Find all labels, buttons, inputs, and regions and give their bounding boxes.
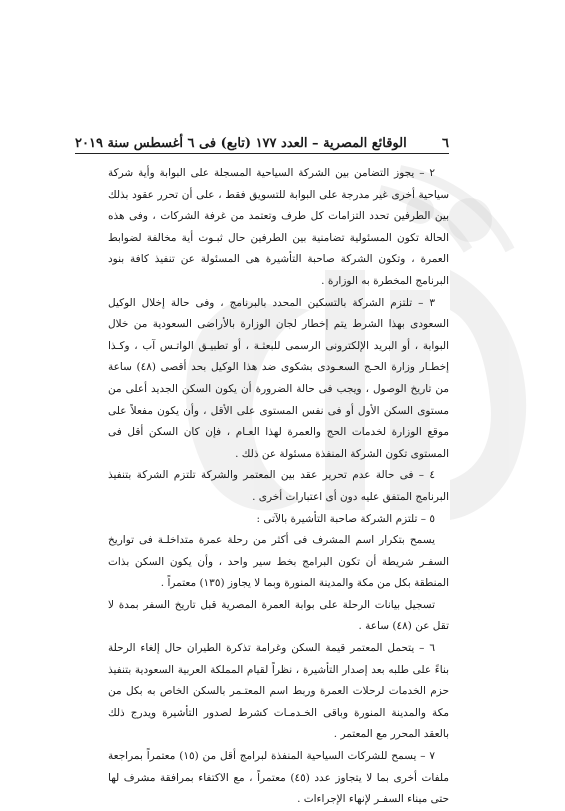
paragraph-item-5a: يسمح بتكرار اسم المشرف فى أكثر من رحلة عمرة متداخلـة فى تواريخ السفـر شريطة أن تكون البرامج بخط سير واحد ، وأن يكون السكن بذات المنطقة بكل من مكة والمدينة المنورة وبما لا يجاوز (١٣٥) معتمراً . bbox=[108, 534, 449, 590]
paragraph-item-3: ٣ – تلتزم الشركة بالتسكين المحدد بالبرنامج ، وفى حالة إخلال الوكيل السعودى بهذا الشرط يتم إخطار لجان الوزارة بالأراضى السعودية من خلال البوابة ، أو البريد الإلكترونى الرسمى للبعثـة ، أو تطبيـق الواتـس آب ، وكـذا إخطـار وزارة الحـج السعـودى بشكوى ضد هذا الوكيل بحد أقصى (٤٨) ساعة من تاريخ الوصول ، ويجب فى حالة الضرورة أن يكون السكن الجديد أعلى من مستوى السكن الأول أو فى نفس المستوى على الأقل ، وأن يكون مفعلاً على موقع الوزارة لخدمات الحج والعمرة لهذا العـام ، فإن كان السكن أقل فى المستوى تكون الشركة المنفذة مسئولة عن ذلك . bbox=[108, 296, 449, 460]
paragraph-item-6: ٦ – يتحمل المعتمر قيمة السكن وغرامة تذكرة الطيران حال إلغاء الرحلة بناءً على طلبه بعد إصدار التأشيرة ، نظراً لقيام المملكة العربية السعودية بتنفيذ حزم الخدمات لرحلات العمرة وربط اسم المعتـمر بالسكن الخاص به بكل من مكة والمدينة المنورة وباقى الخـدمـات كشرط لصدور التأشيرة ويدرج ذلك بالعقد المحرر مع المعتمر . bbox=[108, 642, 449, 741]
paragraph-item-5-heading: ٥ – تلتزم الشركة صاحبة التأشيرة بالآتى : bbox=[256, 512, 435, 525]
document-body bbox=[108, 163, 449, 811]
page-number: ٦ bbox=[442, 136, 449, 151]
paragraph-item-5b: تسجيل بيانات الرحلة على بوابة العمرة المصرية قبل تاريخ السفر بمدة لا تقل عن (٤٨) ساعة . bbox=[108, 598, 449, 633]
paragraph-item-4: ٤ – فى حالة عدم تحرير عقد بين المعتمر والشركة تلتزم الشركة بتنفيذ البرنامج المتفق عليه دون أى اعتبارات أخرى . bbox=[108, 469, 449, 503]
paragraph-item-7: ٧ – يسمح للشركات السياحية المنفذة لبرامج أقل من (١٥) معتمراً بمراجعة ملفات أخرى بما لا يتجاوز عدد (٤٥) معتمراً ، مع الاكتفاء بمرافقة مشرف لها حتى ميناء السفـر لإنهاء الإجراءات . bbox=[108, 750, 449, 806]
header-divider bbox=[75, 153, 449, 154]
paragraph-item-2: ٢ – يجوز التضامن بين الشركة السياحية المسجلة على البوابة وأية شركة سياحية أخرى غير مدرجة على البوابة للتسويق فقط ، على أن تحرر عقود بذلك بين الطرفين تحدد التزامات كل طرف وتعتمد من غرفة الشركات ، وفى هذه الحالة تكون المسئولية تضامنية بين الطرفين حال ثبـوت أية مخالفة لضوابط العمرة ، وتكون الشركة صاحبة التأشيرة هى المسئولة عن تنفيذ كافة بنود البرنامج المخطرة به الوزارة . bbox=[108, 167, 449, 287]
running-title: الوقائع المصرية – العدد ١٧٧ (تابع) فى ٦ أغسطس سنة ٢٠١٩ bbox=[75, 136, 407, 151]
page-header bbox=[75, 131, 449, 151]
